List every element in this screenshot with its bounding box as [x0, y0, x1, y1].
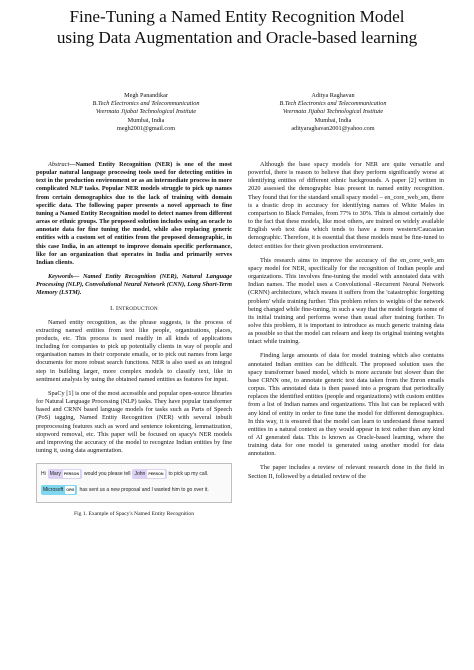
figure-row [41, 483, 227, 496]
figure-text: would you please tell [84, 470, 131, 477]
body-paragraph: Named entity recognition, as the phrase suggests, is the process of extracting named entities from text like people, organizations, places, products, etc. This process is used readily in all kinds of applications including for companies to pick up potentially clients in way of people and organisation names in their corporate emails, or to pick out names from large documents for more robust search functions. NER is also used as an integral step in building larger, more complex models to classify text, like in sentiment analysis by using the obtained named entities as features for input. [36, 318, 232, 383]
author-institute: Veermata Jijabai Technological Institute [95, 108, 197, 116]
body-paragraph: Although the base spacy models for NER are quite versatile and powerful, there is reason to believe that they perform significantly worse at identifying entities of different ethnic backgrounds. A paper [2] written in 2020 assessed the demographic bias present in named entity recognition. They found that for the standard small spacy model – en_core_web_sm, there is a drastic drop in accuracy for identifying names of White Males in comparison to Black Females, from 77% to 30%. This is almost certainly due to the fact that these models, like most others, are trained on widely available English web text data which tends to have a more western/Caucasian demographic. Therefore, it is essential that these models must be fine-tuned to detect entities for their given production environment. [248, 161, 444, 250]
entity-org [41, 485, 77, 495]
section-heading-introduction [36, 305, 232, 313]
paper-title [0, 6, 474, 48]
author-institute: Veermata Jijabai Technological Institute [282, 108, 384, 116]
entity-person [48, 469, 82, 479]
entity-label: ORG [65, 486, 75, 494]
entity-person [132, 469, 166, 479]
abstract-body: —Named Entity Recognition (NER) is one of the most popular natural language processing tools used for detecting entities in text in the production environment or as an intermediate process in more complicated NLP tasks. Popular NER models struggle to pick up names from certain demographics due to the lack of training with domain specific data. The following paper presents a novel approach to fine tuning a Named Entity Recognition model to detect names from different areas or ethnic groups. The proposed solution includes using an oracle to annotate data for fine tuning the model, while also replacing generic entities with a custom set of entities from the proposed demographic, in this case India, in an attempt to improve domain specific performance, like for an organization that operates in India and primarily serves Indian clients. [36, 161, 232, 266]
title-line-1: Fine-Tuning a Named Entity Recognition Model [69, 7, 405, 26]
author-name: Megh Panandikar [124, 92, 168, 99]
entity-text: John [134, 470, 146, 477]
entity-label: PERSON [147, 470, 164, 478]
ner-example-figure [36, 463, 232, 503]
entity-text: Microsoft [43, 486, 64, 493]
body-paragraph: SpaCy [1] is one of the most accessible and popular open-source libraries for Natural Language Processing (NLP) tasks. They have popular transformer based and CRNN based language models for tasks such as Parts of Speech (PoS) tagging, Named Entity Recognition (NER) with several inbuilt preprocessing features such as word and sentence tokenizing, lemmatization, stopword removal, etc. This paper will be focused on spacy's NER models and improving the accuracy of the model to recognize Indian entities by fine tuning it, using data augmentation. [36, 389, 232, 454]
author-name: Aditya Raghavan [311, 92, 355, 99]
author-block-1 [66, 92, 226, 133]
figure-caption: Fig 1. Example of Spacy's Named Entity Recognition [73, 511, 194, 518]
abstract [36, 161, 232, 267]
author-email: adityaraghavan2001@yahoo.com [291, 124, 375, 132]
author-location: Mumbai, India [127, 116, 165, 124]
author-block-2 [253, 92, 413, 133]
figure-text: Hi [41, 470, 46, 477]
figure-text: to pick up my call. [168, 470, 209, 477]
abstract-lead: Abstract [48, 161, 70, 168]
figure-row [41, 467, 227, 480]
right-column [248, 161, 444, 481]
section-title-rest: NTRODUCTION [118, 305, 158, 312]
title-line-2: using Data Augmentation and Oracle-based learning [56, 28, 418, 47]
entity-text: Mary [49, 470, 61, 477]
keywords: Keywords— Named Entity Recognition (NER), Natural Language Processing (NLP), Convolutional Neural Network (CNN), Long Short-Term Memory (LSTM). [36, 273, 232, 297]
author-degree: B.Tech Electronics and Telecommunication [92, 100, 200, 108]
entity-label: PERSON [63, 470, 80, 478]
section-title-initial: I [115, 304, 119, 312]
author-location: Mumbai, India [314, 116, 352, 124]
body-paragraph: This research aims to improve the accuracy of the en_core_web_sm spacy model for NER, specifically for the recognition of Indian people and organizations. This involves fine-tuning the model with annotated data with Indian names. The model uses a Convolutional -Recurrent Neural Network (CRNN) architecture, which means it suffers from the 'catastrophic forgetting problem' while training further. This problem refers to weights of the network being changed while fine-tuning, in such a way that the model forgets some of its initial training and performs worse than usual after training further. To solve this problem, it is important to introduce as much generic training data as possible so that the model can relearn and keep its original training weights intact while training. [248, 256, 445, 346]
body-paragraph: The paper includes a review of relevant research done in the field in Section II, followed by a detailed review of the [248, 464, 444, 480]
author-email: megh2001@gmail.com [116, 124, 176, 132]
figure-text: has sent us a new proposal and I wanted him to go over it. [79, 486, 209, 493]
left-column [36, 161, 232, 518]
author-degree: B.Tech Electronics and Telecommunication [279, 100, 387, 108]
section-numeral: I. [110, 304, 115, 312]
body-paragraph: Finding large amounts of data for model training which also contains annotated Indian entities can be difficult. The proposed solution uses the spacy transformer based model, which is more accurate but slower than the base CRNN one, to annotate generic text data taken from the Enron emails corpus. This annotated data is then passed into a program that periodically replaces the identified entities (people and organizations) with custom entities from a list of Indian names and organizations. This list can be replaced with any kind of entity in order to fine tune the model for different demographics. In this way, it is ensured that the model can learn to understand these named entities in a natural context as they would appear in text rather than any kind of AI generated data. This is known as Oracle-based learning, where the training data for one model is generated using another model for data annotation. [248, 352, 444, 458]
